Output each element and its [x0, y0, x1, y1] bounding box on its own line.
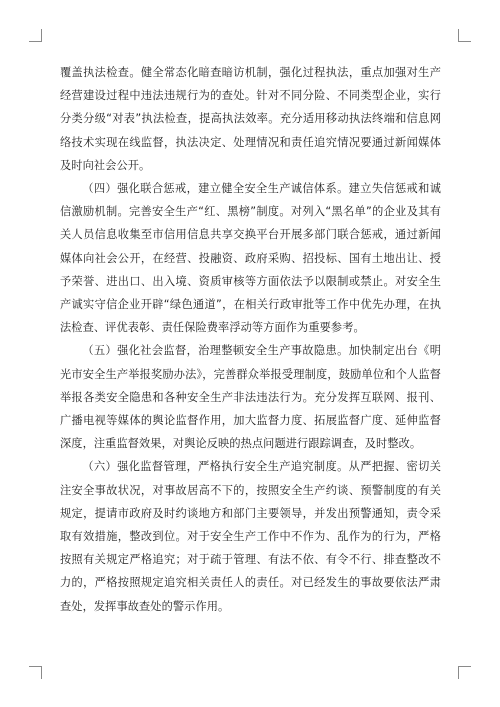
document-body: [60, 61, 441, 618]
crop-mark-top-left: [29, 29, 42, 42]
paragraph-supervision-management: （六）强化监督管理，严格执行安全生产追究制度。从严把握、密切关注安全事故状况，对事故居高不下的，按照安全生产约谈、预警制度的有关规定，提请市政府及时约谈地方和部门主要领导，并发出预警通知，责令采取有效措施，整改到位。对于安全生产工作中不作为、乱作为的行为，严格按照有关规定严格追究；对于疏于管理、有法不依、有令不行、排查整改不力的，严格按照规定追究相关责任人的责任。对已经发生的事故要依法严肃查处，发挥事故查处的警示作用。: [60, 460, 441, 613]
crop-mark-bottom-left: [29, 666, 42, 679]
crop-mark-bottom-right: [458, 666, 471, 679]
paragraph-social-supervision: （五）强化社会监督，治理整顿安全生产事故隐患。加快制定出台《明光市安全生产举报奖励办法》，完善群众举报受理制度，鼓励单位和个人监督举报各类安全隐患和各种安全生产非法违法行为。充分发挥互联网、报刊、广播电视等媒体的舆论监督作用，加大监督力度、拓展监督广度、延伸监督深度，注重监督效果，对舆论反映的热点问题进行跟踪调查，及时整改。: [60, 344, 441, 451]
paragraph-joint-punishment: （四）强化联合惩戒，建立健全安全生产诚信体系。建立失信惩戒和诚信激励机制。完善安全生产“红、黑榜”制度。对列入“黑名单”的企业及其有关人员信息收集至市信用信息共享交换平台开展多部门联合惩戒，通过新闻媒体向社会公开，在经营、投融资、政府采购、招投标、国有土地出让、授予荣誉、进出口、出入境、资质审核等方面依法予以限制或禁止。对安全生产诚实守信企业开辟“绿色通道”，在相关行政审批等工作中优先办理，在执法检查、评优表彰、责任保险费率浮动等方面作为重要参考。: [60, 182, 441, 335]
paragraph-enforcement-inspection: 覆盖执法检查。健全常态化暗查暗访机制，强化过程执法，重点加强对生产经营建设过程中违法违规行为的查处。针对不同分险、不同类型企业，实行分类分级“对表”执法检查，提高执法效率。充分适用移动执法终端和信息网络技术实现在线监督，执法决定、处理情况和责任追究情况要通过新闻媒体及时向社会公开。: [60, 66, 441, 172]
crop-mark-top-right: [458, 29, 471, 42]
